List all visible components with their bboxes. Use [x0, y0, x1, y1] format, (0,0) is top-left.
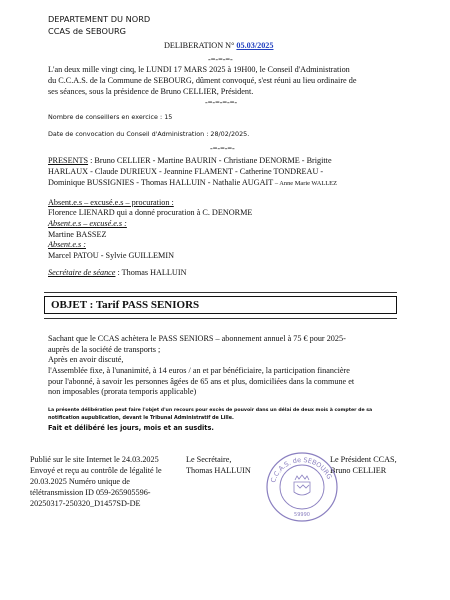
- absents-names: Marcel PATOU - Sylvie GUILLEMIN: [48, 251, 174, 260]
- excuses-names: Martine BASSEZ: [48, 230, 107, 239]
- stamp-code: 59990: [294, 512, 310, 518]
- publication-line-5: 20250317-250320_D1457SD-DE: [30, 499, 141, 508]
- divider: [44, 318, 397, 319]
- body-line-6: non imposables (prorata temporis applicable): [48, 387, 197, 396]
- procuration-text: Florence LIENARD qui a donné procuration à C. DENORME: [48, 208, 253, 217]
- secretaire-line: [48, 268, 186, 278]
- absents-label: Absent.e.s :: [48, 240, 86, 249]
- ccas-heading: CCAS de SEBOURG: [48, 26, 126, 36]
- body-line-3: Après en avoir discuté,: [48, 355, 124, 364]
- recours-notice-2: notification aupublication, devant le Tribunal Administratif de Lille.: [48, 415, 234, 421]
- department-heading: DEPARTEMENT DU NORD: [48, 14, 151, 24]
- publication-line-3: 20.03.2025 Numéro unique de: [30, 477, 130, 486]
- publication-line-2: Envoyé et reçu au contrôle de légalité le: [30, 466, 162, 475]
- objet-box: [44, 296, 397, 314]
- deliberation-label: DELIBERATION N°: [164, 41, 235, 50]
- presents-line-2: HARLAUX - Claude DURIEUX - Jeannine FLAMENT - Catherine TONDREAU -: [48, 167, 324, 176]
- secretaire-signature-title: Le Secrétaire,: [186, 455, 232, 464]
- body-line-5: pour l'abonné, à savoir les personnes âgées de 65 ans et plus, domiciliées dans la commune et: [48, 377, 355, 386]
- presents-names-3: Dominique BUSSIGNIES - Thomas HALLUIN - Nathalie AUGAIT: [48, 178, 274, 187]
- fait-delibere: Fait et délibéré les jours, mois et an susdits.: [48, 424, 214, 432]
- presents-names-3b: – Anne Marie WALLEZ: [273, 180, 337, 187]
- secretaire-signature-name: Thomas HALLUIN: [186, 466, 251, 475]
- separator: -=-=-=-: [210, 144, 235, 153]
- emblem-icon: [294, 475, 310, 495]
- ccas-stamp: [264, 450, 340, 524]
- conseillers-count: Nombre de conseillers en exercice : 15: [48, 113, 173, 121]
- stamp-arc-text: C.C.A.S. de SEBOURG: [269, 455, 334, 484]
- separator: -=-=-=-: [208, 55, 233, 64]
- presents-label: PRESENTS: [48, 156, 89, 165]
- intro-line-2: du C.C.A.S. de la Commune de SEBOURG, dûment convoqué, s'est réuni au lieu ordinaire de: [48, 76, 357, 85]
- presents-names-1: : Bruno CELLIER - Martine BAURIN - Christiane DENORME - Brigitte: [88, 156, 332, 165]
- secretaire-name: : Thomas HALLUIN: [115, 268, 187, 277]
- publication-line-1: Publié sur le site Internet le 24.03.2025: [30, 455, 159, 464]
- publication-line-4: télétransmission ID 059-265905596-: [30, 488, 151, 497]
- secretaire-label: Secrétaire de séance: [48, 268, 116, 277]
- deliberation-title: [164, 41, 273, 51]
- intro-line-3: ses séances, sous la présidence de Bruno CELLIER, Président.: [48, 87, 254, 96]
- recours-notice-1: La présente délibération peut faire l'objet d'un recours pour excès de pouvoir dans un délai de deux mois à compter de sa: [48, 408, 373, 413]
- body-line-2: auprès de la société de transports ;: [48, 345, 161, 354]
- intro-line-1: L'an deux mille vingt cinq, le LUNDI 17 MARS 2025 à 19H00, le Conseil d'Administration: [48, 65, 350, 74]
- presents-line-1: [48, 156, 332, 166]
- deliberation-number-link[interactable]: 05.03/2025: [236, 41, 274, 50]
- objet-title: OBJET : Tarif PASS SENIORS: [51, 299, 200, 311]
- divider: [44, 292, 397, 293]
- president-signature-name: Bruno CELLIER: [330, 466, 387, 475]
- president-signature-title: Le Président CCAS,: [330, 455, 397, 464]
- presents-line-3: [48, 178, 337, 189]
- separator: -=-=-=-=-: [205, 98, 238, 107]
- body-line-4: l'Assemblée fixe, à l'unanimité, à 14 euros / an et par bénéficiaire, la participation financière: [48, 366, 350, 375]
- body-line-1: Sachant que le CCAS achètera le PASS SENIORS – abonnement annuel à 75 € pour 2025-: [48, 334, 346, 343]
- procuration-label: Absent.e.s – excusé.e.s – procuration :: [48, 198, 174, 207]
- excuses-label: Absent.e.s – excusé.e.s :: [48, 219, 127, 228]
- convocation-date: Date de convocation du Conseil d'Administration : 28/02/2025.: [48, 130, 250, 138]
